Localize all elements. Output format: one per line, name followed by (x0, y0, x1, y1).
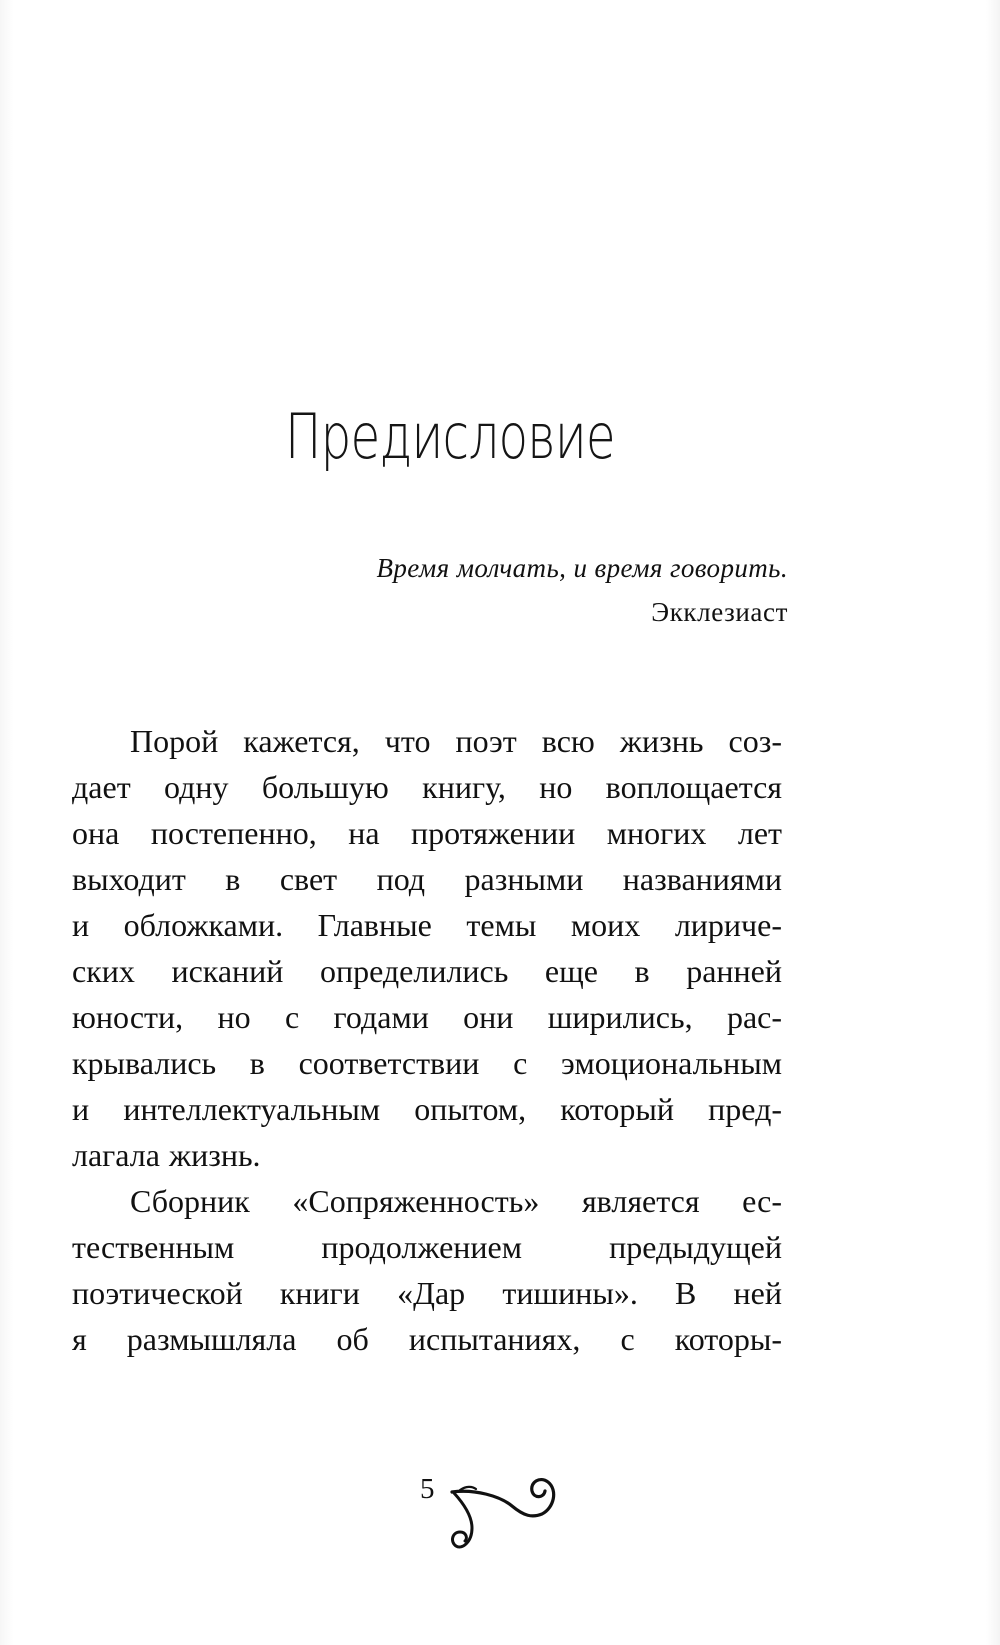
text-line: поэтической книги «Дар тишины». В ней (72, 1275, 782, 1311)
text-line: я размышляла об испытаниях, с которы- (72, 1321, 782, 1357)
text-line: выходит в свет под разными названиями (72, 861, 782, 897)
text-line: крывались в соответствии с эмоциональным (72, 1045, 782, 1081)
text-line: Порой кажется, что поэт всю жизнь соз- (130, 723, 782, 759)
text-line: тественным продолжением предыдущей (72, 1229, 782, 1265)
epigraph (376, 546, 788, 634)
epigraph-quote: Время молчать, и время говорить. (376, 553, 788, 583)
text-line: ских исканий определились еще в ранней (72, 953, 782, 989)
body-text (72, 718, 782, 1362)
text-line: и интеллектуальным опытом, который пред- (72, 1091, 782, 1127)
text-line: и обложками. Главные темы моих лириче- (72, 907, 782, 943)
page-number: 5 (420, 1473, 435, 1505)
chapter-title: Предисловие (285, 400, 615, 473)
epigraph-author: Экклезиаст (651, 597, 788, 627)
text-line: юности, но с годами они ширились, рас- (72, 999, 782, 1035)
text-line: Сборник «Сопряженность» является ес- (130, 1183, 782, 1219)
text-line: лагала жизнь. (72, 1137, 261, 1173)
text-line: она постепенно, на протяжении многих лет (72, 815, 782, 851)
swirl-ornament-icon (450, 1462, 590, 1566)
text-line: дает одну большую книгу, но воплощается (72, 769, 782, 805)
